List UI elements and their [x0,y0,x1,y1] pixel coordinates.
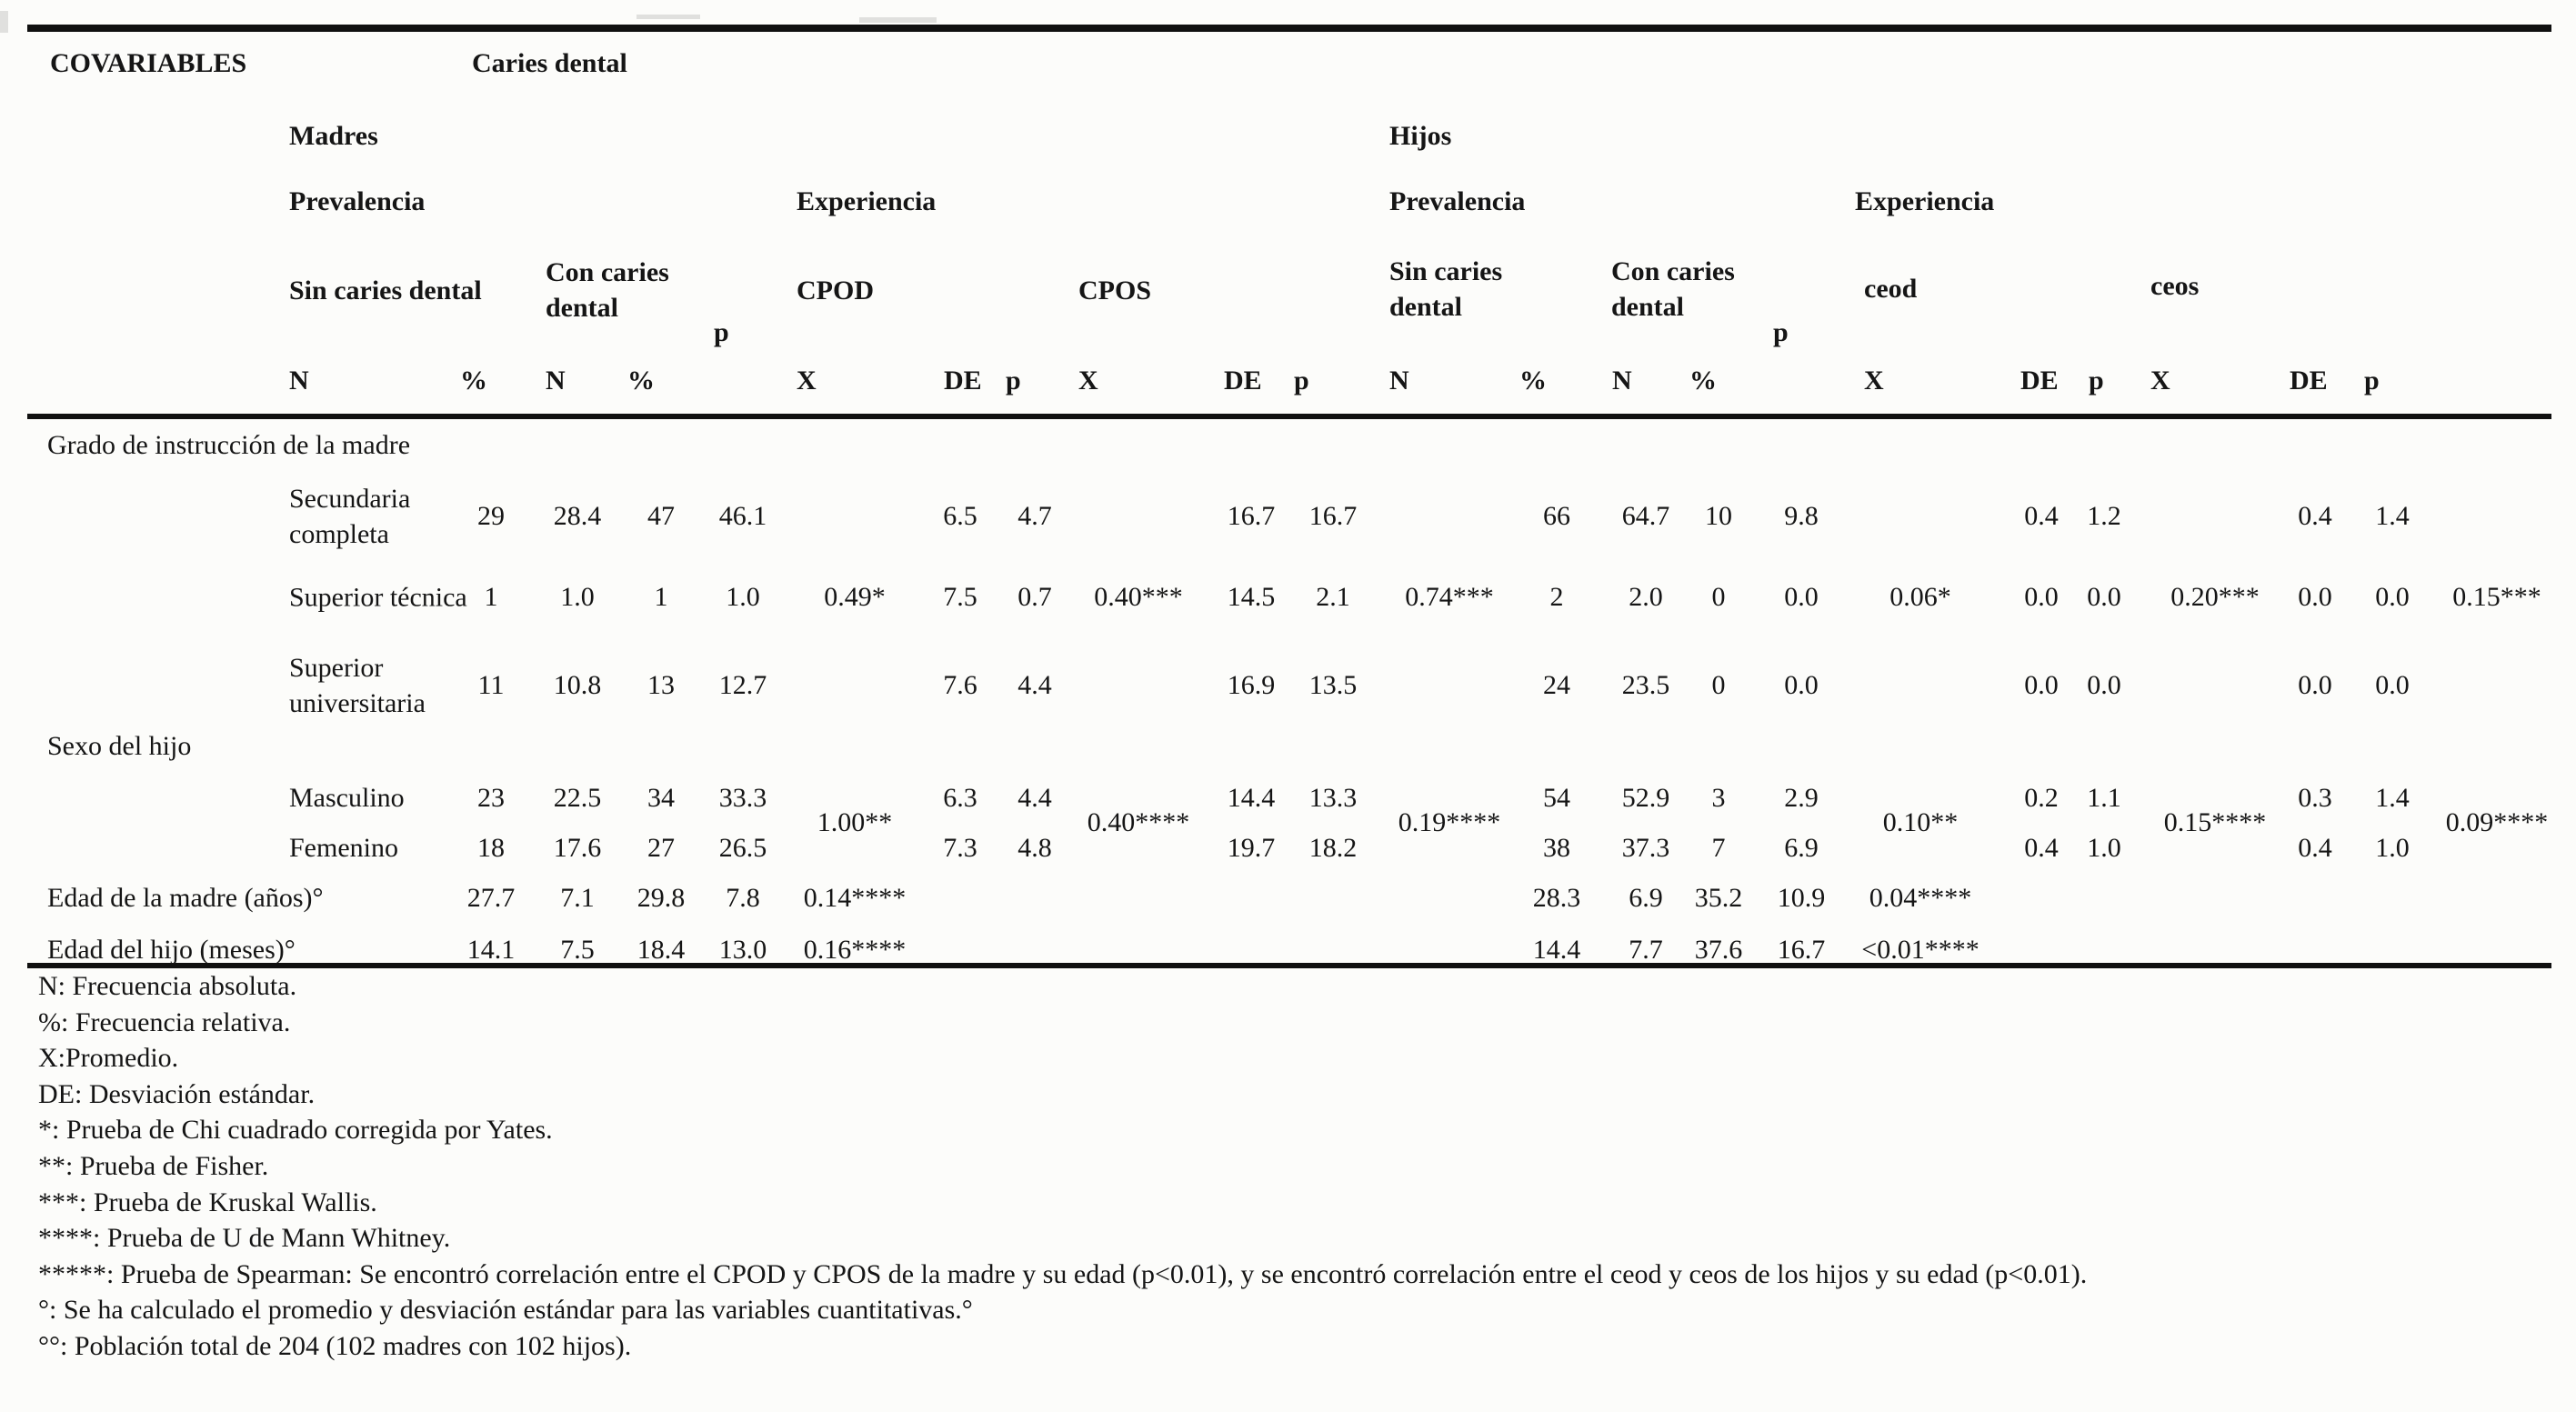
merged-p-grado-c7: 0.49* [824,582,886,612]
cell-superior-universitaria-c6: 12.7 [718,670,767,700]
cell-superior-tecnica-c22: 0.0 [2298,582,2332,612]
cell-femenino-c15: 37.3 [1621,833,1670,863]
cell-edad-de-la-madre-anos-c3: 27.7 [466,883,516,913]
cell-superior-tecnica-c3: 1 [484,582,498,612]
cell-femenino-c6: 26.5 [718,833,767,863]
caries-dental-heading: Caries dental [472,48,627,78]
row-label-secundaria-completa: Secundaria completa [289,484,411,549]
row-label-superior-universitaria: Superior universitaria [289,653,426,718]
merged-p-sexo-c18: 0.10** [1882,807,1959,837]
cell-secundaria-completa-c17: 9.8 [1784,501,1819,531]
merged-p-grado-c10: 0.40*** [1094,582,1183,612]
cell-femenino-c12: 18.2 [1308,833,1358,863]
cell-masculino-c14: 54 [1543,783,1570,813]
merged-p-grado-c24: 0.15*** [2452,582,2541,612]
cell-edad-del-hijo-meses-c14: 14.4 [1532,935,1581,965]
cell-edad-de-la-madre-anos-c6: 7.8 [726,883,760,913]
cell-secundaria-completa-c16: 10 [1705,501,1732,531]
col-header-x-14: X [1864,366,1884,396]
cell-femenino-c5: 27 [647,833,675,863]
cell-masculino-c19: 0.2 [2024,783,2059,813]
table-header-rule [27,414,2551,419]
col-header--13: % [1689,366,1717,396]
cell-superior-tecnica-c20: 0.0 [2087,582,2121,612]
cell-femenino-c20: 1.0 [2087,833,2121,863]
cell-secundaria-completa-c20: 1.2 [2087,501,2121,531]
cell-superior-universitaria-c16: 0 [1711,670,1726,700]
col-header-p-6: p [1006,366,1021,396]
cell-femenino-c17: 6.9 [1784,833,1819,863]
cell-superior-tecnica-c17: 0.0 [1784,582,1819,612]
cell-superior-universitaria-c23: 0.0 [2375,670,2410,700]
footnote-7: ***: Prueba de Kruskal Wallis. [38,1187,377,1217]
cell-edad-de-la-madre-anos-c15: 6.9 [1629,883,1663,913]
cell-superior-tecnica-c23: 0.0 [2375,582,2410,612]
cell-edad-de-la-madre-anos-c18: 0.04**** [1869,883,1972,913]
cell-superior-tecnica-c11: 14.5 [1227,582,1276,612]
merged-p-sexo-c24: 0.09**** [2445,807,2549,837]
cell-femenino-c16: 7 [1711,833,1726,863]
table-bottom-rule [27,963,2551,968]
cell-superior-universitaria-c14: 24 [1543,670,1570,700]
col-header-de-15: DE [2020,366,2059,396]
cell-edad-del-hijo-meses-c5: 18.4 [636,935,686,965]
cell-femenino-c22: 0.4 [2298,833,2332,863]
cell-superior-universitaria-c11: 16.9 [1227,670,1276,700]
col-header-x-17: X [2150,366,2170,396]
cell-secundaria-completa-c23: 1.4 [2375,501,2410,531]
ceos-header: ceos [2150,271,2200,301]
row-label-masculino: Masculino [289,783,405,813]
cell-superior-universitaria-c17: 0.0 [1784,670,1819,700]
footnote-5: *: Prueba de Chi cuadrado corregida por Yates. [38,1115,553,1145]
cell-superior-universitaria-c9: 4.4 [1017,670,1052,700]
cell-edad-del-hijo-meses-c6: 13.0 [718,935,767,965]
cell-superior-tecnica-c6: 1.0 [726,582,760,612]
footnote-9: *****: Prueba de Spearman: Se encontró correlación entre el CPOD y CPOS de la madre y su edad (p<0.01), y se encontró correlación entre el ceod y ceos de los hijos y su edad (p<0.01). [38,1259,2088,1289]
cell-femenino-c11: 19.7 [1227,833,1276,863]
cell-femenino-c4: 17.6 [553,833,602,863]
row-label-grado-de-instruccion-de-la-madre: Grado de instrucción de la madre [47,430,411,460]
cell-superior-universitaria-c5: 13 [647,670,675,700]
cell-edad-del-hijo-meses-c3: 14.1 [466,935,516,965]
cell-superior-universitaria-c8: 7.6 [943,670,977,700]
cell-secundaria-completa-c11: 16.7 [1227,501,1276,531]
cell-secundaria-completa-c22: 0.4 [2298,501,2332,531]
p-madres-header: p [714,317,729,347]
cell-secundaria-completa-c12: 16.7 [1308,501,1358,531]
cell-secundaria-completa-c9: 4.7 [1017,501,1052,531]
footnote-2: %: Frecuencia relativa. [38,1007,291,1037]
hijos-header: Hijos [1389,121,1452,151]
cell-superior-universitaria-c19: 0.0 [2024,670,2059,700]
merged-p-sexo-c21: 0.15**** [2163,807,2267,837]
col-header-de-8: DE [1224,366,1262,396]
cell-superior-universitaria-c4: 10.8 [553,670,602,700]
cell-edad-de-la-madre-anos-c16: 35.2 [1694,883,1743,913]
col-header--1: % [460,366,487,396]
cell-femenino-c9: 4.8 [1017,833,1052,863]
cell-masculino-c6: 33.3 [718,783,767,813]
col-header-de-5: DE [944,366,982,396]
cell-superior-tecnica-c12: 2.1 [1316,582,1350,612]
cell-superior-tecnica-c4: 1.0 [560,582,595,612]
cell-superior-universitaria-c15: 23.5 [1621,670,1670,700]
cell-superior-universitaria-c22: 0.0 [2298,670,2332,700]
cell-edad-del-hijo-meses-c15: 7.7 [1629,935,1663,965]
cell-superior-tecnica-c15: 2.0 [1629,582,1663,612]
cell-masculino-c17: 2.9 [1784,783,1819,813]
cell-edad-del-hijo-meses-c4: 7.5 [560,935,595,965]
col-header-x-4: X [797,366,817,396]
cell-superior-universitaria-c20: 0.0 [2087,670,2121,700]
cell-masculino-c8: 6.3 [943,783,977,813]
footnote-10: °: Se ha calculado el promedio y desviación estándar para las variables cuantitativas.° [38,1295,973,1325]
cell-edad-de-la-madre-anos-c5: 29.8 [636,883,686,913]
cell-secundaria-completa-c19: 0.4 [2024,501,2059,531]
footnote-1: N: Frecuencia absoluta. [38,971,297,1001]
col-header-p-16: p [2089,366,2104,396]
footnote-11: °°: Población total de 204 (102 madres con 102 hijos). [38,1331,632,1361]
cell-edad-del-hijo-meses-c16: 37.6 [1694,935,1743,965]
madres-header: Madres [289,121,378,151]
cpos-header: CPOS [1078,275,1152,305]
row-label-edad-del-hijo-meses: Edad del hijo (meses)° [47,935,296,965]
cell-secundaria-completa-c8: 6.5 [943,501,977,531]
cell-masculino-c9: 4.4 [1017,783,1052,813]
cell-superior-tecnica-c14: 2 [1549,582,1564,612]
merged-p-grado-c13: 0.74*** [1405,582,1494,612]
col-header-p-19: p [2364,366,2380,396]
con-caries-madres-header: Con caries dental [546,257,669,323]
cell-superior-tecnica-c19: 0.0 [2024,582,2059,612]
cell-edad-de-la-madre-anos-c14: 28.3 [1532,883,1581,913]
cell-femenino-c14: 38 [1543,833,1570,863]
cell-masculino-c16: 3 [1711,783,1726,813]
footnote-8: ****: Prueba de U de Mann Whitney. [38,1223,451,1253]
p-hijos-header: p [1773,317,1789,347]
cell-secundaria-completa-c3: 29 [477,501,505,531]
row-label-femenino: Femenino [289,833,398,863]
cell-secundaria-completa-c6: 46.1 [718,501,767,531]
cell-femenino-c3: 18 [477,833,505,863]
col-header-n-10: N [1389,366,1409,396]
row-label-sexo-del-hijo: Sexo del hijo [47,731,192,761]
footnote-4: DE: Desviación estándar. [38,1079,316,1109]
cell-edad-de-la-madre-anos-c7: 0.14**** [803,883,907,913]
footnote-6: **: Prueba de Fisher. [38,1151,269,1181]
cell-superior-tecnica-c16: 0 [1711,582,1726,612]
cell-masculino-c5: 34 [647,783,675,813]
row-label-edad-de-la-madre-anos: Edad de la madre (años)° [47,883,324,913]
footnote-3: X:Promedio. [38,1043,179,1073]
cell-femenino-c23: 1.0 [2375,833,2410,863]
cell-femenino-c8: 7.3 [943,833,977,863]
table-top-rule [27,25,2551,32]
col-header-de-18: DE [2290,366,2328,396]
col-header-p-9: p [1294,366,1309,396]
scan-artifact-2 [859,17,937,23]
con-caries-hijos-header: Con caries dental [1611,256,1735,322]
sin-caries-madres-header: Sin caries dental [289,275,482,305]
cell-masculino-c4: 22.5 [553,783,602,813]
scan-artifact-1 [636,15,700,19]
prevalencia-madres-header: Prevalencia [289,186,426,216]
row-label-superior-tecnica: Superior técnica [289,582,467,613]
cell-secundaria-completa-c15: 64.7 [1621,501,1670,531]
merged-p-grado-c18: 0.06* [1889,582,1951,612]
cell-masculino-c20: 1.1 [2087,783,2121,813]
col-header-x-7: X [1078,366,1098,396]
cell-edad-del-hijo-meses-c7: 0.16**** [803,935,907,965]
merged-p-sexo-c7: 1.00** [817,807,893,837]
cell-femenino-c19: 0.4 [2024,833,2059,863]
scan-artifact-3 [0,11,8,33]
col-header--3: % [627,366,655,396]
col-header-n-12: N [1612,366,1632,396]
experiencia-hijos-header: Experiencia [1855,186,1995,216]
cell-masculino-c23: 1.4 [2375,783,2410,813]
sin-caries-hijos-header: Sin caries dental [1389,256,1503,322]
prevalencia-hijos-header: Prevalencia [1389,186,1526,216]
merged-p-sexo-c13: 0.19**** [1398,807,1501,837]
cell-edad-del-hijo-meses-c18: <0.01**** [1861,935,1980,965]
merged-p-grado-c21: 0.20*** [2170,582,2260,612]
cell-masculino-c15: 52.9 [1621,783,1670,813]
covariables-heading: COVARIABLES [50,48,247,78]
cpod-header: CPOD [797,275,874,305]
cell-edad-del-hijo-meses-c17: 16.7 [1777,935,1826,965]
cell-masculino-c12: 13.3 [1308,783,1358,813]
cell-masculino-c3: 23 [477,783,505,813]
col-header-n-0: N [289,366,309,396]
cell-superior-universitaria-c12: 13.5 [1308,670,1358,700]
cell-secundaria-completa-c4: 28.4 [553,501,602,531]
cell-superior-tecnica-c8: 7.5 [943,582,977,612]
cell-edad-de-la-madre-anos-c17: 10.9 [1777,883,1826,913]
cell-masculino-c11: 14.4 [1227,783,1276,813]
experiencia-madres-header: Experiencia [797,186,937,216]
ceod-header: ceod [1864,274,1918,304]
cell-edad-de-la-madre-anos-c4: 7.1 [560,883,595,913]
cell-superior-tecnica-c9: 0.7 [1017,582,1052,612]
merged-p-sexo-c10: 0.40**** [1087,807,1190,837]
cell-superior-tecnica-c5: 1 [654,582,668,612]
cell-secundaria-completa-c14: 66 [1543,501,1570,531]
cell-secundaria-completa-c5: 47 [647,501,675,531]
col-header--11: % [1519,366,1547,396]
cell-masculino-c22: 0.3 [2298,783,2332,813]
cell-superior-universitaria-c3: 11 [477,670,505,700]
col-header-n-2: N [546,366,566,396]
